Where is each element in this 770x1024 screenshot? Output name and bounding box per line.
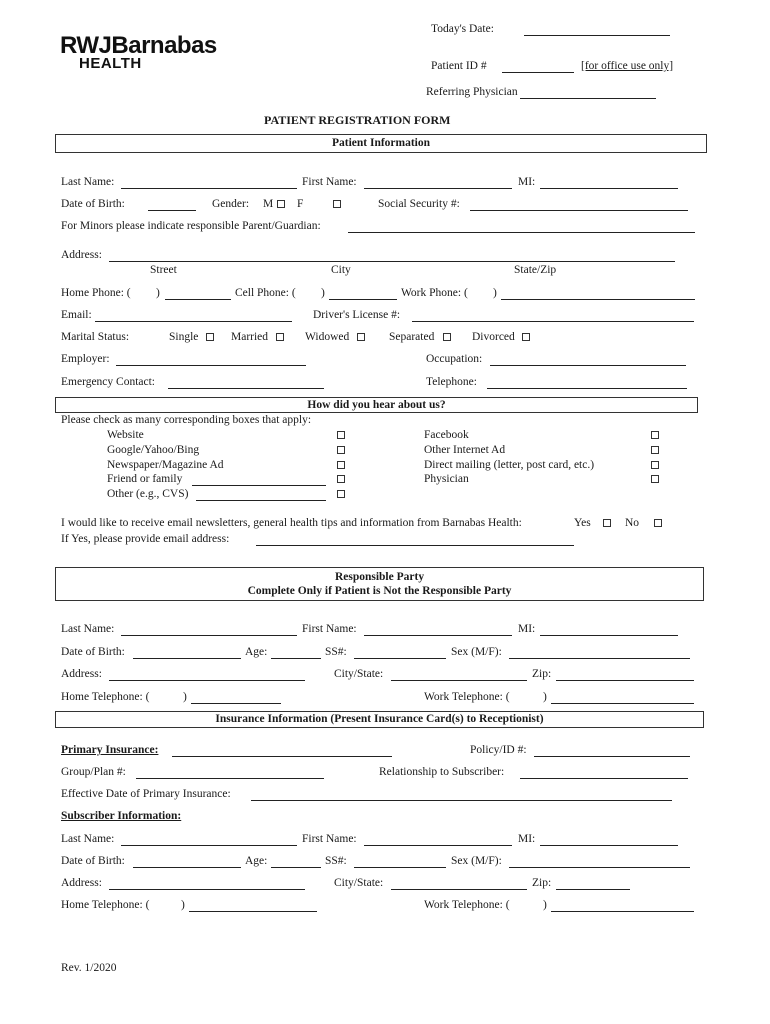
minors-label: For Minors please indicate responsible Parent/Guardian: xyxy=(61,220,321,232)
policy-id-field[interactable] xyxy=(534,756,690,757)
rp-first-name-field[interactable] xyxy=(364,635,512,636)
source-facebook: Facebook xyxy=(424,429,469,441)
employer-label: Employer: xyxy=(61,353,110,365)
work-phone-close: ) xyxy=(493,287,497,299)
relationship-label: Relationship to Subscriber: xyxy=(379,766,505,778)
rp-home-telephone-close: ) xyxy=(183,691,187,703)
subscriber-info-label: Subscriber Information: xyxy=(61,810,182,822)
sub-city-state-field[interactable] xyxy=(391,889,527,890)
single-checkbox[interactable] xyxy=(206,333,214,341)
newsletter-text: I would like to receive email newsletters, general health tips and information from Barnabas Health: xyxy=(61,517,522,529)
rp-city-state-label: City/State: xyxy=(334,668,384,680)
sub-sex-field[interactable] xyxy=(509,867,690,868)
telephone-label: Telephone: xyxy=(426,376,477,388)
insurance-header xyxy=(55,711,704,728)
street-caption: Street xyxy=(150,264,177,276)
relationship-field[interactable] xyxy=(520,778,688,779)
effective-date-label: Effective Date of Primary Insurance: xyxy=(61,788,231,800)
source-direct-mail-checkbox[interactable] xyxy=(651,461,659,469)
last-name-label: Last Name: xyxy=(61,176,115,188)
sub-dob-field[interactable] xyxy=(133,867,241,868)
patient-info-header xyxy=(55,134,707,153)
first-name-label: First Name: xyxy=(302,176,357,188)
policy-id-label: Policy/ID #: xyxy=(470,744,527,756)
sub-first-name-field[interactable] xyxy=(364,845,512,846)
source-newspaper: Newspaper/Magazine Ad xyxy=(107,459,224,471)
first-name-field[interactable] xyxy=(364,188,512,189)
rp-work-telephone-close: ) xyxy=(543,691,547,703)
guardian-field[interactable] xyxy=(348,232,695,233)
sub-work-telephone-close: ) xyxy=(543,899,547,911)
gender-m-label: M xyxy=(263,198,274,210)
drivers-license-field[interactable] xyxy=(412,321,694,322)
emergency-contact-label: Emergency Contact: xyxy=(61,376,155,388)
newsletter-email-field[interactable] xyxy=(256,545,574,546)
if-yes-label: If Yes, please provide email address: xyxy=(61,533,230,545)
city-caption: City xyxy=(331,264,351,276)
sub-work-telephone-field[interactable] xyxy=(551,911,694,912)
occupation-label: Occupation: xyxy=(426,353,483,365)
emergency-contact-field[interactable] xyxy=(168,388,324,389)
newsletter-no-label: No xyxy=(625,517,640,529)
sub-mi-field[interactable] xyxy=(540,845,678,846)
rp-home-telephone-field[interactable] xyxy=(191,703,281,704)
single-label: Single xyxy=(169,331,199,343)
effective-date-field[interactable] xyxy=(251,800,672,801)
home-phone-label: Home Phone: ( xyxy=(61,287,131,299)
marital-status-label: Marital Status: xyxy=(61,331,130,343)
work-phone-label: Work Phone: ( xyxy=(401,287,468,299)
sub-address-field[interactable] xyxy=(109,889,305,890)
rp-city-state-field[interactable] xyxy=(391,680,527,681)
widowed-label: Widowed xyxy=(305,331,350,343)
office-use-note: [for office use only] xyxy=(581,60,674,72)
divorced-checkbox[interactable] xyxy=(522,333,530,341)
source-internet-ad: Other Internet Ad xyxy=(424,444,506,456)
last-name-field[interactable] xyxy=(121,188,297,189)
cell-phone-field[interactable] xyxy=(329,299,397,300)
revision-note: Rev. 1/2020 xyxy=(61,962,117,974)
rp-zip-field[interactable] xyxy=(556,680,694,681)
mi-label: MI: xyxy=(518,176,536,188)
rp-sex-label: Sex (M/F): xyxy=(451,646,502,658)
source-google-checkbox[interactable] xyxy=(337,446,345,454)
cell-phone-close: ) xyxy=(321,287,325,299)
rp-first-name-label: First Name: xyxy=(302,623,357,635)
form-title: PATIENT REGISTRATION FORM xyxy=(264,113,451,127)
source-friend-checkbox[interactable] xyxy=(337,475,345,483)
patient-id-field[interactable] xyxy=(502,72,574,73)
source-friend: Friend or family xyxy=(107,473,183,485)
rp-last-name-label: Last Name: xyxy=(61,623,115,635)
source-friend-field[interactable] xyxy=(192,485,326,486)
source-newspaper-checkbox[interactable] xyxy=(337,461,345,469)
group-plan-label: Group/Plan #: xyxy=(61,766,126,778)
primary-insurance-field[interactable] xyxy=(172,756,392,757)
rp-home-telephone-label: Home Telephone: ( xyxy=(61,691,150,703)
source-internet-ad-checkbox[interactable] xyxy=(651,446,659,454)
logo-health: HEALTH xyxy=(79,55,142,72)
home-phone-close: ) xyxy=(156,287,160,299)
responsible-party-header xyxy=(55,567,704,601)
hear-about-heading: How did you hear about us? xyxy=(307,399,446,411)
occupation-field[interactable] xyxy=(490,365,686,366)
source-other: Other (e.g., CVS) xyxy=(107,488,189,500)
newsletter-no-checkbox[interactable] xyxy=(654,519,662,527)
source-other-checkbox[interactable] xyxy=(337,490,345,498)
rp-work-telephone-field[interactable] xyxy=(551,703,694,704)
widowed-checkbox[interactable] xyxy=(357,333,365,341)
referring-physician-label: Referring Physician xyxy=(426,86,518,98)
rp-mi-label: MI: xyxy=(518,623,536,635)
rp-work-telephone-label: Work Telephone: ( xyxy=(424,691,510,703)
married-label: Married xyxy=(231,331,269,343)
sub-last-name-field[interactable] xyxy=(121,845,297,846)
source-website: Website xyxy=(107,429,144,441)
sub-city-state-label: City/State: xyxy=(334,877,384,889)
sub-home-telephone-close: ) xyxy=(181,899,185,911)
sub-first-name-label: First Name: xyxy=(302,833,357,845)
newsletter-yes-label: Yes xyxy=(574,517,591,529)
source-direct-mail: Direct mailing (letter, post card, etc.) xyxy=(424,459,595,471)
employer-field[interactable] xyxy=(116,365,306,366)
home-phone-field[interactable] xyxy=(165,299,231,300)
responsible-party-heading: Responsible Party xyxy=(334,571,425,583)
source-facebook-checkbox[interactable] xyxy=(651,431,659,439)
todays-date-label: Today's Date: xyxy=(431,23,494,35)
address-label: Address: xyxy=(61,249,102,261)
ssn-field[interactable] xyxy=(470,210,688,211)
mi-field[interactable] xyxy=(540,188,678,189)
sub-sex-label: Sex (M/F): xyxy=(451,855,502,867)
sub-ss-label: SS#: xyxy=(325,855,347,867)
rp-dob-label: Date of Birth: xyxy=(61,646,125,658)
rp-last-name-field[interactable] xyxy=(121,635,297,636)
dob-label: Date of Birth: xyxy=(61,198,125,210)
sub-work-telephone-label: Work Telephone: ( xyxy=(424,899,510,911)
logo-rwjbarnabas: RWJBarnabas xyxy=(60,32,217,59)
sub-address-label: Address: xyxy=(61,877,102,889)
insurance-heading: Insurance Information (Present Insurance Card(s) to Receptionist) xyxy=(215,713,544,725)
sub-zip-field[interactable] xyxy=(556,889,630,890)
responsible-party-subheading: Complete Only if Patient is Not the Responsible Party xyxy=(247,585,512,597)
rp-ss-label: SS#: xyxy=(325,646,347,658)
rp-age-label: Age: xyxy=(245,646,268,658)
source-physician: Physician xyxy=(424,473,469,485)
source-website-checkbox[interactable] xyxy=(337,431,345,439)
sub-home-telephone-field[interactable] xyxy=(189,911,317,912)
rp-address-label: Address: xyxy=(61,668,102,680)
newsletter-yes-checkbox[interactable] xyxy=(603,519,611,527)
drivers-license-label: Driver's License #: xyxy=(313,309,401,321)
dob-field[interactable] xyxy=(148,210,196,211)
state-zip-caption: State/Zip xyxy=(514,264,557,276)
sub-mi-label: MI: xyxy=(518,833,536,845)
referring-physician-field[interactable] xyxy=(520,98,656,99)
work-phone-field[interactable] xyxy=(501,299,695,300)
email-label: Email: xyxy=(61,309,92,321)
sub-age-label: Age: xyxy=(245,855,268,867)
telephone-field[interactable] xyxy=(487,388,687,389)
hear-instruction: Please check as many corresponding boxes that apply: xyxy=(61,414,312,426)
sub-dob-label: Date of Birth: xyxy=(61,855,125,867)
patient-id-label: Patient ID # xyxy=(431,60,487,72)
gender-f-label: F xyxy=(297,198,304,210)
gender-m-checkbox[interactable] xyxy=(277,200,285,208)
separated-checkbox[interactable] xyxy=(443,333,451,341)
rp-zip-label: Zip: xyxy=(532,668,552,680)
rp-dob-field[interactable] xyxy=(133,658,241,659)
source-physician-checkbox[interactable] xyxy=(651,475,659,483)
address-field[interactable] xyxy=(109,261,675,262)
married-checkbox[interactable] xyxy=(276,333,284,341)
patient-info-heading: Patient Information xyxy=(331,137,431,149)
hear-about-header xyxy=(55,397,698,413)
rp-mi-field[interactable] xyxy=(540,635,678,636)
email-field[interactable] xyxy=(95,321,292,322)
separated-label: Separated xyxy=(389,331,435,343)
group-plan-field[interactable] xyxy=(136,778,324,779)
gender-f-checkbox[interactable] xyxy=(333,200,341,208)
rp-ss-field[interactable] xyxy=(354,658,446,659)
sub-last-name-label: Last Name: xyxy=(61,833,115,845)
cell-phone-label: Cell Phone: ( xyxy=(235,287,296,299)
source-google: Google/Yahoo/Bing xyxy=(107,444,200,456)
rp-sex-field[interactable] xyxy=(509,658,690,659)
gender-label: Gender: xyxy=(212,198,250,210)
sub-ss-field[interactable] xyxy=(354,867,446,868)
primary-insurance-label: Primary Insurance: xyxy=(61,744,159,756)
rp-address-field[interactable] xyxy=(109,680,305,681)
source-other-field[interactable] xyxy=(196,500,326,501)
rp-age-field[interactable] xyxy=(271,658,321,659)
todays-date-field[interactable] xyxy=(524,35,670,36)
sub-zip-label: Zip: xyxy=(532,877,552,889)
sub-age-field[interactable] xyxy=(271,867,321,868)
divorced-label: Divorced xyxy=(472,331,515,343)
sub-home-telephone-label: Home Telephone: ( xyxy=(61,899,150,911)
ssn-label: Social Security #: xyxy=(378,198,460,210)
